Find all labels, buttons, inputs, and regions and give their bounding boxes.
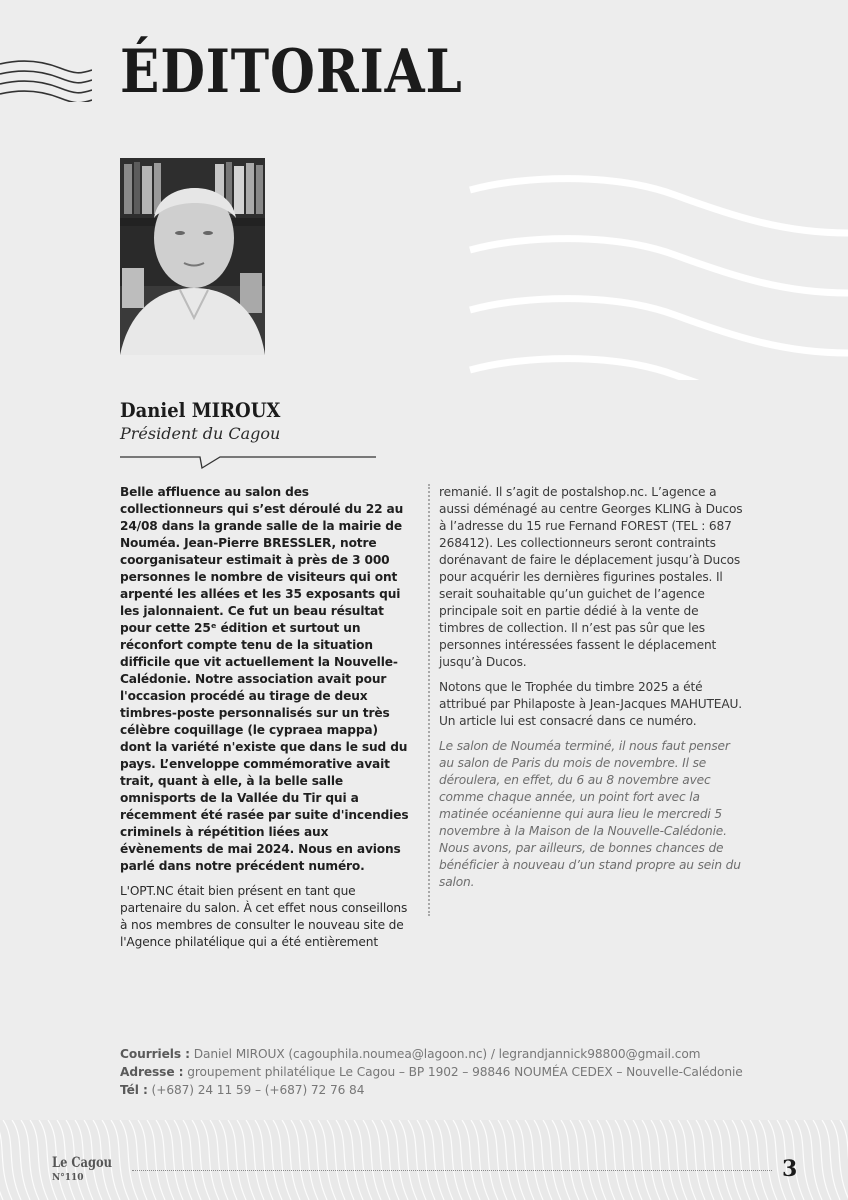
footer-wave-line [372, 1120, 390, 1200]
footer-wave-line [363, 1120, 381, 1200]
footer-wave-line [30, 1120, 48, 1200]
footer-wave-line [3, 1120, 21, 1200]
footer-wave-line [435, 1120, 453, 1200]
footer-wave-line [111, 1120, 129, 1200]
footer-wave-line [273, 1120, 291, 1200]
decorative-waves [465, 165, 848, 380]
article-paragraph: Belle affluence au salon des collectionneurs qui s’est déroulé du 22 au 24/08 dans la grande salle de la mairie de Nouméa. Jean-Pierre BRESSLER, notre coorganisateur estimait à près de 3 000 personnes le nombre de visiteurs qui ont arpenté les allées et les 35 exposants qui les jalonnaient. Ce fut un beau résultat pour cette 25ᵉ édition et surtout un réconfort compte tenu de la situation difficile que vit actuellement la Nouvelle-Calédonie. Notre association avait pour l'occasion procédé au tirage de deux timbres-poste personnalisés sur un très célèbre coquillage (le cypraea mappa) dont la variété n'existe que dans le sud du pays. L’enveloppe commémorative avait trait, quant à elle, à la belle salle omnisports de la Vallée du Tir qui a récemment été rasée par suite d'incendies criminels à répétition liées aux évènements de mai 2024. Nous en avions parlé dans notre précédent numéro. [120, 485, 409, 873]
emails-value: Daniel MIROUX (cagouphila.noumea@lagoon.nc) / legrandjannick98800@gmail.com [193, 1047, 701, 1061]
address-label: Adresse : [120, 1065, 184, 1079]
footer-wave-line [453, 1120, 471, 1200]
footer-wave-line [804, 1120, 822, 1200]
column-divider [428, 484, 430, 916]
footer-wave-line [228, 1120, 246, 1200]
footer-wave-line [723, 1120, 741, 1200]
footer-wave-line [570, 1120, 588, 1200]
footer-wave-line [192, 1120, 210, 1200]
footer-wave-line [417, 1120, 435, 1200]
footer-wave-line [318, 1120, 336, 1200]
footer-wave-line [12, 1120, 30, 1200]
footer-wave-line [408, 1120, 426, 1200]
footer-wave-line [534, 1120, 552, 1200]
footer-wave-line [399, 1120, 417, 1200]
author-role: Président du Cagou [120, 424, 281, 443]
footer-wave-line [156, 1120, 174, 1200]
phone-label: Tél : [120, 1083, 148, 1097]
footer-wave-line [462, 1120, 480, 1200]
footer-wave-line [507, 1120, 525, 1200]
article-paragraph: Notons que le Trophée du timbre 2025 a été attribué par Philaposte à Jean-Jacques MAHUTEAU. Un article lui est consacré dans ce numéro. [439, 680, 743, 728]
footer-wave-line [642, 1120, 660, 1200]
footer-wave-line [759, 1120, 777, 1200]
footer-wave-line [498, 1120, 516, 1200]
footer-wave-line [732, 1120, 750, 1200]
author-name: Daniel MIROUX [120, 398, 281, 422]
footer-wave-line [120, 1120, 138, 1200]
footer-wave-line [543, 1120, 561, 1200]
footer-wave-line [624, 1120, 642, 1200]
article-paragraph: remanié. Il s’agit de postalshop.nc. L’agence a aussi déménagé au centre Georges KLING à Ducos à l’adresse du 15 rue Fernand FOREST (TEL : 687 268412). Les collectionneurs seront contraints dorénavant de faire le déplacement jusqu’à Ducos pour acquérir les dernières figurines postales. Il serait souhaitable qu’un guichet de l’agence principale soit en partie dédié à la vente de timbres de collection. Il n’est pas sûr que les personnes intéressées fassent le déplacement jusqu’à Ducos. [439, 485, 743, 669]
portrait-illustration [120, 158, 265, 355]
footer-wave-line [822, 1120, 840, 1200]
contact-block [120, 1045, 820, 1099]
footer-wave-line [480, 1120, 498, 1200]
footer-wave-line [687, 1120, 705, 1200]
footer-wave-line [309, 1120, 327, 1200]
footer-wave-line [588, 1120, 606, 1200]
footer-wave-line [561, 1120, 579, 1200]
footer-issue-number: N°110 [52, 1173, 84, 1183]
footer-wave-line [300, 1120, 318, 1200]
footer-wave-line [21, 1120, 39, 1200]
footer-wave-line [714, 1120, 732, 1200]
footer-wave-line [327, 1120, 345, 1200]
article-right-column [439, 484, 744, 899]
footer-wave-line [282, 1120, 300, 1200]
footer-wave-line [696, 1120, 714, 1200]
page-title: ÉDITORIAL [120, 37, 463, 107]
footer-wave-line [354, 1120, 372, 1200]
footer-wave-line [219, 1120, 237, 1200]
footer-wave-line [0, 1120, 12, 1200]
speech-bubble-divider [120, 452, 376, 472]
article-left-column [120, 484, 412, 959]
phone-value: (+687) 24 11 59 – (+687) 72 76 84 [151, 1083, 365, 1097]
footer-wave-line [129, 1120, 147, 1200]
footer-wave-line [705, 1120, 723, 1200]
footer-wave-line [426, 1120, 444, 1200]
footer-wave-line [579, 1120, 597, 1200]
footer-wave-line [597, 1120, 615, 1200]
footer-wave-line [390, 1120, 408, 1200]
footer-wave-line [174, 1120, 192, 1200]
footer-wave-pattern [0, 1120, 848, 1200]
footer-wave-line [651, 1120, 669, 1200]
footer-wave-line [615, 1120, 633, 1200]
contact-emails [120, 1045, 820, 1063]
author-photo [120, 158, 265, 355]
footer-wave-line [516, 1120, 534, 1200]
footer-wave-line [381, 1120, 399, 1200]
footer-wave-line [165, 1120, 183, 1200]
footer-wave-line [741, 1120, 759, 1200]
emails-label: Courriels : [120, 1047, 190, 1061]
footer-wave-line [291, 1120, 309, 1200]
footer-wave-line [138, 1120, 156, 1200]
footer-wave-line [489, 1120, 507, 1200]
footer-dotted-leader [132, 1170, 772, 1171]
page-number: 3 [782, 1156, 798, 1182]
footer-wave-line [750, 1120, 768, 1200]
footer-wave-line [795, 1120, 813, 1200]
footer-wave-line [345, 1120, 363, 1200]
footer-wave-line [444, 1120, 462, 1200]
footer-wave-line [183, 1120, 201, 1200]
footer-wave-line [660, 1120, 678, 1200]
contact-phone [120, 1081, 820, 1099]
title-waves-decoration [0, 58, 92, 102]
footer-wave-line [237, 1120, 255, 1200]
footer-wave-line [678, 1120, 696, 1200]
footer-wave-line [264, 1120, 282, 1200]
contact-address [120, 1063, 820, 1081]
footer-wave-line [147, 1120, 165, 1200]
footer-wave-line [471, 1120, 489, 1200]
footer-wave-line [552, 1120, 570, 1200]
footer-wave-line [255, 1120, 273, 1200]
footer-wave-line [525, 1120, 543, 1200]
footer-wave-line [606, 1120, 624, 1200]
footer-wave-line [813, 1120, 831, 1200]
footer-wave-line [246, 1120, 264, 1200]
footer-wave-line [633, 1120, 651, 1200]
footer-wave-line [210, 1120, 228, 1200]
article-paragraph-italic: Le salon de Nouméa terminé, il nous faut penser au salon de Paris du mois de novembre. Il se déroulera, en effet, du 6 au 8 novembre avec comme chaque année, un point fort avec la matinée océanienne qui aura lieu le mercredi 5 novembre à la Maison de la Nouvelle-Calédonie. Nous avons, par ailleurs, de bonnes chances de bénéficier à nouveau d’un stand propre au sein du salon. [439, 739, 741, 889]
footer-wave-line [201, 1120, 219, 1200]
address-value: groupement philatélique Le Cagou – BP 1902 – 98846 NOUMÉA CEDEX – Nouvelle-Calédonie [187, 1065, 743, 1079]
footer-wave-line [336, 1120, 354, 1200]
footer-wave-line [669, 1120, 687, 1200]
article-paragraph: L'OPT.NC était bien présent en tant que partenaire du salon. À cet effet nous conseillons à nos membres de consulter le nouveau site de l'Agence philatélique qui a été entièrement [120, 884, 408, 949]
footer-brand: Le Cagou [52, 1155, 112, 1171]
